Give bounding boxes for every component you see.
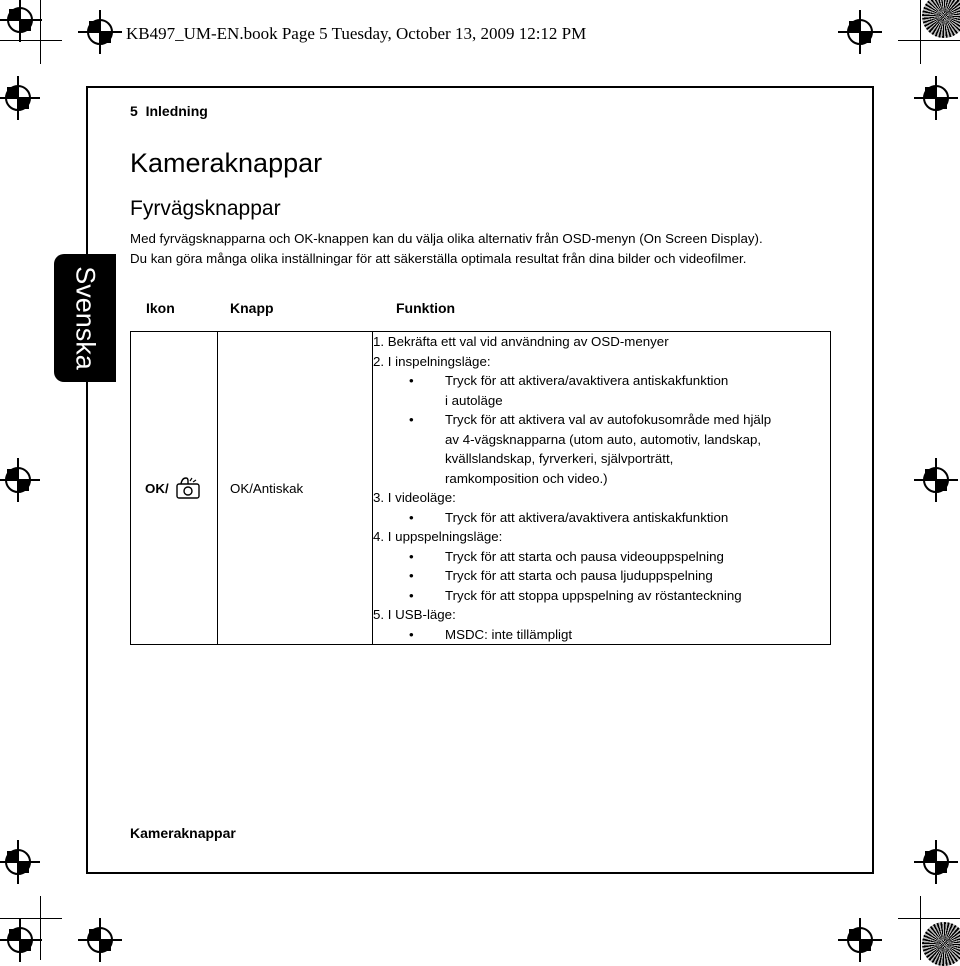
registration-mark-icon: [78, 10, 122, 54]
bullet-line: Tryck för att starta och pausa ljuduppspelning: [445, 568, 713, 583]
bullet-line: Tryck för att aktivera val av autofokusområde med hjälp: [445, 412, 772, 427]
bullet-line: i autoläge: [445, 392, 503, 408]
crop-mark: [898, 918, 960, 919]
button-function-table: [130, 331, 831, 645]
bullet-line: Tryck för att stoppa uppspelning av röstanteckning: [445, 587, 742, 603]
registration-mark-icon: [0, 76, 40, 120]
intro-paragraph: [130, 229, 850, 269]
column-header-key: Knapp: [230, 300, 274, 316]
registration-mark-icon: [914, 840, 958, 884]
crop-mark: [0, 918, 62, 919]
bullet-line: av 4-vägsknapparna (utom auto, automotiv, landskap,: [445, 431, 762, 447]
registration-mark-icon: [914, 458, 958, 502]
crop-mark: [920, 0, 921, 64]
key-name: OK/Antiskak: [230, 480, 304, 496]
crop-mark: [40, 0, 41, 64]
crop-mark: [920, 896, 921, 960]
bullet-line: kvällslandskap, fyrverkeri, självporträtt,: [445, 451, 674, 466]
page-title: Kameraknappar: [130, 148, 323, 178]
function-bullet: [373, 566, 830, 586]
column-header-function: Funktion: [396, 300, 456, 316]
intro-line: Du kan göra många olika inställningar för att säkerställa optimala resultat från dina bilder och videofilmer.: [130, 251, 747, 266]
function-item-label: 3. I videoläge:: [373, 490, 456, 505]
function-list: [373, 332, 830, 644]
bullet-icon: •: [409, 412, 414, 427]
bullet-line: Tryck för att aktivera/avaktivera antiskakfunktion: [445, 509, 729, 525]
function-bullet: [373, 586, 830, 606]
function-bullet: [373, 371, 830, 410]
column-header-icon: Ikon: [146, 300, 175, 316]
section-title: Inledning: [145, 103, 208, 119]
bullet-line: ramkomposition och video.): [445, 470, 608, 486]
bullet-icon: •: [409, 509, 414, 525]
bullet-icon: •: [409, 373, 414, 388]
section-subtitle: Fyrvägsknappar: [130, 197, 281, 220]
registration-mark-icon: [0, 840, 40, 884]
bullet-line: MSDC: inte tillämpligt: [445, 626, 573, 642]
ok-label: OK/: [145, 480, 169, 496]
page-number: 5: [130, 103, 138, 119]
sunburst-mark-icon: [922, 922, 960, 966]
crop-mark: [898, 40, 960, 41]
function-bullet: [373, 625, 830, 645]
registration-mark-icon: [0, 0, 42, 42]
sunburst-mark-icon: [922, 0, 960, 38]
book-header: KB497_UM-EN.book Page 5 Tuesday, October 13, 2009 12:12 PM: [126, 24, 587, 43]
registration-mark-icon: [0, 918, 42, 962]
registration-mark-icon: [78, 918, 122, 962]
bullet-line: Tryck för att starta och pausa videouppspelning: [445, 548, 724, 564]
registration-mark-icon: [838, 10, 882, 54]
language-tab-label: Svenska: [70, 266, 101, 370]
function-item-label: 4. I uppspelningsläge:: [373, 529, 503, 544]
bullet-line: Tryck för att aktivera/avaktivera antiskakfunktion: [445, 373, 729, 388]
function-bullet: [373, 508, 830, 528]
registration-mark-icon: [914, 76, 958, 120]
function-item-label: 5. I USB-läge:: [373, 607, 456, 622]
crop-mark: [0, 40, 62, 41]
page-footer: Kameraknappar: [130, 825, 236, 841]
function-bullet: [373, 547, 830, 567]
registration-mark-icon: [0, 458, 40, 502]
bullet-icon: •: [409, 548, 414, 564]
key-cell: [218, 332, 373, 645]
running-header: [130, 103, 208, 119]
table-row: [131, 332, 831, 645]
function-item-label: 1. Bekräfta ett val vid användning av OSD-menyer: [373, 334, 669, 349]
function-bullet: [373, 410, 830, 488]
bullet-icon: •: [409, 568, 414, 583]
function-item-label: 2. I inspelningsläge:: [373, 353, 491, 369]
bullet-icon: •: [409, 626, 414, 642]
bullet-icon: •: [409, 587, 414, 603]
anti-shake-hand-icon: [175, 476, 201, 500]
registration-mark-icon: [838, 918, 882, 962]
crop-mark: [40, 896, 41, 960]
intro-line: Med fyrvägsknapparna och OK-knappen kan du välja olika alternativ från OSD-menyn (On Screen Display).: [130, 231, 763, 246]
language-tab: [54, 254, 116, 382]
function-cell: [373, 332, 831, 645]
icon-cell: [131, 332, 218, 645]
